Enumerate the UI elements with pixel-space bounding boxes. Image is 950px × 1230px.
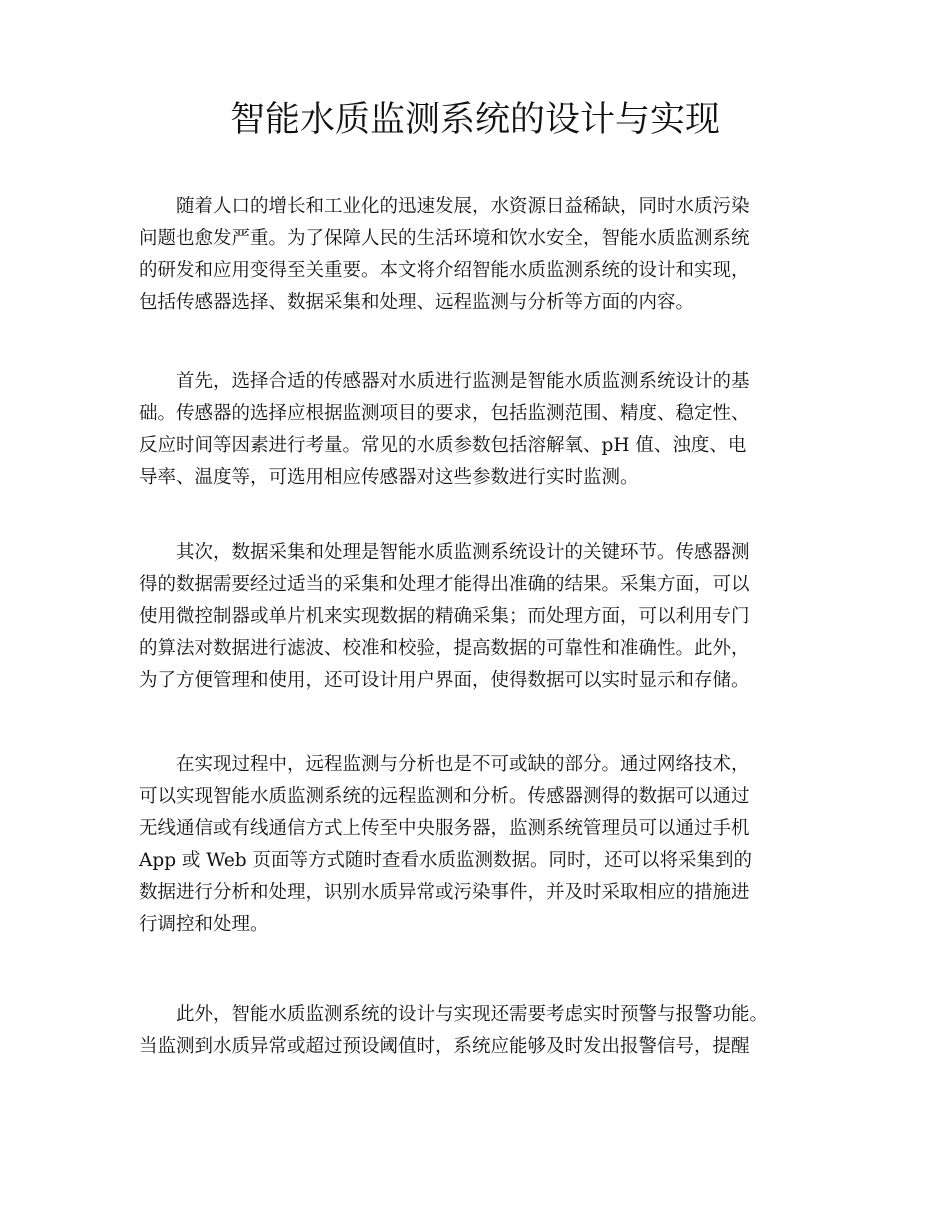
paragraph-line: 当监测到水质异常或超过预设阈值时，系统应能够及时发出报警信号，提醒 (139, 1036, 750, 1057)
paragraph-line: 其次，数据采集和处理是智能水质监测系统设计的关键环节。传感器测 (176, 542, 750, 563)
paragraph-line: 行调控和处理。 (139, 914, 269, 935)
paragraph-intro (139, 191, 839, 319)
paragraph-line: 导率、温度等，可选用相应传感器对这些参数进行实时监测。 (139, 467, 639, 488)
paragraph-sensors (139, 366, 839, 494)
paragraph-line: 此外，智能水质监测系统的设计与实现还需要考虑实时预警与报警功能。 (176, 1004, 769, 1025)
paragraph-line: 反应时间等因素进行考量。常见的水质参数包括溶解氧、pH 值、浊度、电 (139, 435, 747, 456)
paragraph-line: 包括传感器选择、数据采集和处理、远程监测与分析等方面的内容。 (139, 292, 695, 313)
paragraph-line: 随着人口的增长和工业化的迅速发展，水资源日益稀缺，同时水质污染 (176, 196, 750, 217)
paragraph-remote-monitoring (139, 749, 839, 941)
paragraph-line: 可以实现智能水质监测系统的远程监测和分析。传感器测得的数据可以通过 (139, 786, 750, 807)
paragraph-line: 在实现过程中，远程监测与分析也是不可或缺的部分。通过网络技术， (176, 754, 750, 775)
paragraph-line: 无线通信或有线通信方式上传至中央服务器，监测系统管理员可以通过手机 (139, 818, 750, 839)
paragraph-line: 础。传感器的选择应根据监测项目的要求，包括监测范围、精度、稳定性、 (139, 403, 750, 424)
document-title: 智能水质监测系统的设计与实现 (229, 100, 720, 140)
paragraph-line: 首先，选择合适的传感器对水质进行监测是智能水质监测系统设计的基 (176, 371, 750, 392)
paragraph-line: 数据进行分析和处理，识别水质异常或污染事件，并及时采取相应的措施进 (139, 882, 750, 903)
paragraph-line: 使用微控制器或单片机来实现数据的精确采集；而处理方面，可以利用专门 (139, 606, 750, 627)
paragraph-line: 的算法对数据进行滤波、校准和校验，提高数据的可靠性和准确性。此外， (139, 638, 750, 659)
paragraph-data-processing (139, 537, 839, 697)
paragraph-line: 为了方便管理和使用，还可设计用户界面，使得数据可以实时显示和存储。 (139, 670, 750, 691)
paragraph-line: 的研发和应用变得至关重要。本文将介绍智能水质监测系统的设计和实现， (139, 260, 750, 281)
paragraph-alarm (139, 999, 839, 1063)
paragraph-line: App 或 Web 页面等方式随时查看水质监测数据。同时，还可以将采集到的 (139, 850, 752, 871)
paragraph-line: 得的数据需要经过适当的采集和处理才能得出准确的结果。采集方面，可以 (139, 574, 750, 595)
paragraph-line: 问题也愈发严重。为了保障人民的生活环境和饮水安全，智能水质监测系统 (139, 228, 750, 249)
